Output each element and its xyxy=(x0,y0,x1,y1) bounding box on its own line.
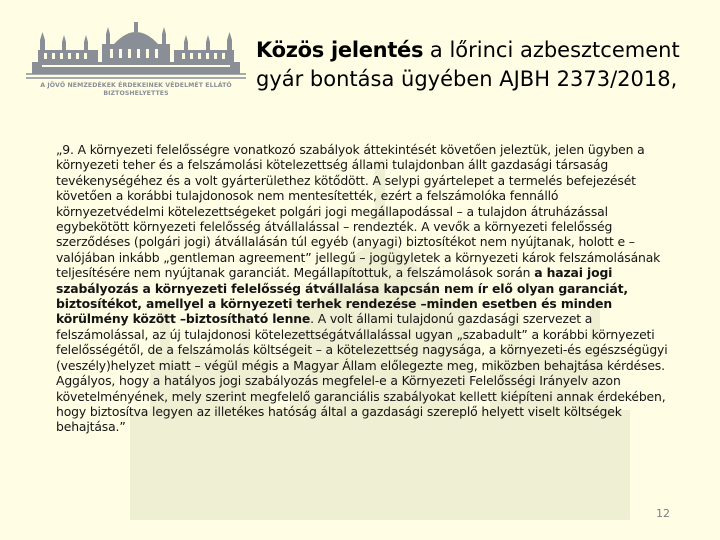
slide-title xyxy=(256,36,696,94)
logo-caption-line2: BIZTOSHELYETTES xyxy=(103,90,169,97)
quote-body xyxy=(56,142,668,435)
parliament-icon xyxy=(22,22,250,82)
quote-part-2: . A volt állami tulajdonú gazdasági szervezet a felszámolással, az új tulajdonosi kötelezettségátvállalással ugyan „szabadult” a korábbi környezeti felelősségétől, de a felszámolás költségeit – a kötelezettség nagysága, a környezeti-és egészségügyi (veszély)helyzet miatt – végül mégis a Magyar Állam előlegezte meg, miközben behajtása kérdéses. Aggályos, hogy a hatályos jogi szabályozás megfelel-e a Környezeti Felelősségi Irányelv azon követelményének, mely szerint megfelelő garanciális szabályokat kellett kiépíteni annak érdekében, hogy biztosítva legyen az illetékes hatóság által a gazdasági szereplő helyett viselt költségek behajtása.” xyxy=(56,311,668,435)
quote-part-1: „9. A környezeti felelősségre vonatkozó szabályok áttekintését követően jeleztük, jelen ügyben a környezeti teher és a felszámolási kötelezettség állami tulajdonban állt gazdasági társaság tevékenységéhez és a volt gyárterülethez kötődött. A selypi gyártelepet a termelés befejezését követően a korábbi tulajdonosok nem mentesítették, ezért a felszámolóka fennálló környezetvédelmi kötelezettségeket polgári jogi megállapodással – a tulajdon átruházással egybekötött környezeti felelősség átvállalással – rendezték. A vevők a környezeti felelősség szerződéses (polgári jogi) átvállalásán túl egyéb (anyagi) biztosítékot nem nyújtanak, holott e – valójában inkább „gentleman agreement” jellegű – jogügyletek a környezeti károk felszámolásának teljesítésére nem nyújtanak garanciát. Megállapítottuk, a felszámolások során xyxy=(56,142,661,281)
page-number: 12 xyxy=(656,507,670,520)
logo-caption-line1: A JÖVŐ NEMZEDÉKEK ÉRDEKEINEK VÉDELMÉT ELLÁTÓ xyxy=(40,82,232,89)
slide-title-bold: Közös jelentés xyxy=(256,38,424,62)
ombudsman-logo xyxy=(22,22,250,110)
quote-bold-part: a hazai jogi szabályozás a környezeti felelősség átvállalása kapcsán nem ír elő olyan garanciát, biztosítékot, amellyel a környezeti terhek rendezése –minden esetben és minden körülmény között –biztosítható lenne xyxy=(56,265,628,327)
logo-caption xyxy=(22,82,250,98)
slide-title-rest: a lőrinci azbesztcement gyár bontása ügyében AJBH 2373/2018, xyxy=(256,38,680,91)
